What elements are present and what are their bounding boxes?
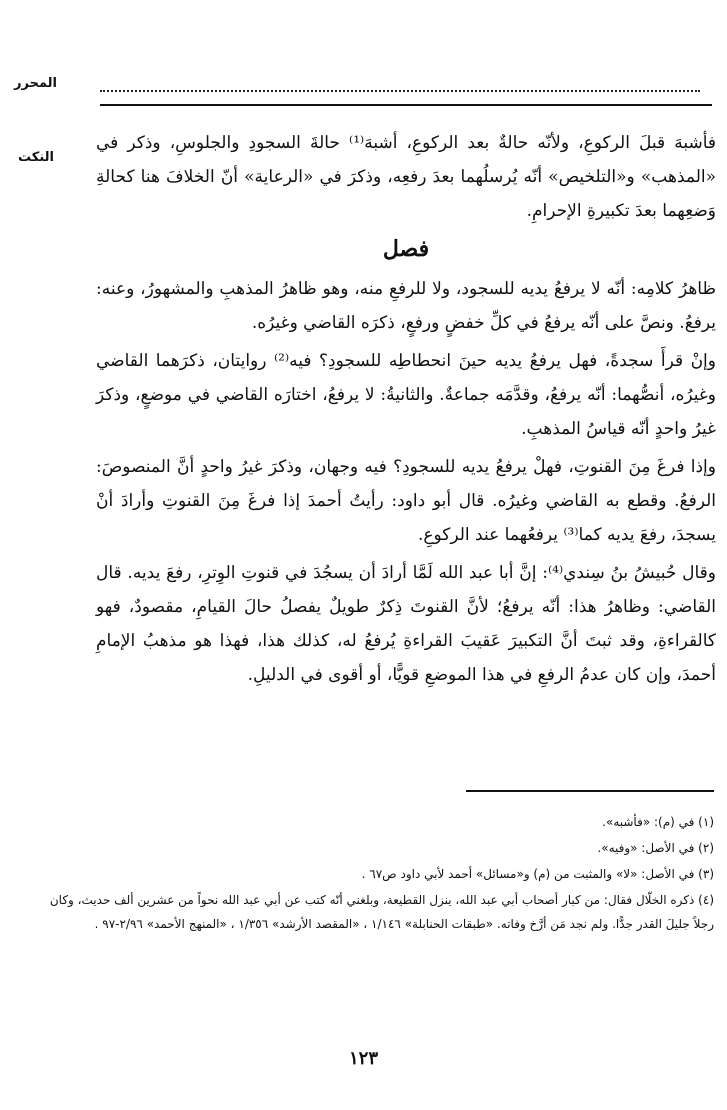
running-title: المحرر [14, 76, 57, 91]
footnote: (٢) في الأصل: «وفيه». [597, 841, 714, 855]
paragraph: فأشبهَ قبلَ الركوعِ، ولأنّه حالةٌ بعد الركوعِ، أشبهَ⁽¹⁾ حالةَ السجودِ والجلوسِ، وذكر في «المذهب» و«التلخيص» أنّه يُرسلُهما بعدَ رفعِه، وذكرَ في «الرعاية» أنّ الخلافَ هنا كحالةِ وَضعِهما بعدَ تكبيرةِ الإحرامِ. [96, 133, 717, 221]
header-dotted-line [100, 80, 700, 92]
footnote: (٣) في الأصل: «لا» والمثبت من (م) و«مسائل» أحمد لأبي داود ص٦٧ . [361, 867, 714, 881]
footnote: (٤) ذكره الخلّال فقال: من كبار أصحاب أبي عبد الله، ينزل القطيعة، وبلغني أنّه كتب عن أبي عبد الله نحواً من عشرين ألف حديث، وكان رجلاً جليلَ القدر جدًّا. ولم نجد مَن أرَّخ وفاته. «طبقات الحنابلة» ١/١٤٦ ، «المقصد الأرشد» ١/٣٥٦ ، «المنهج الأحمد» ٢/٩٦-٩٧ . [49, 893, 714, 931]
side-note-label: النكت [18, 150, 54, 165]
paragraph: ظاهرُ كلامِه: أنّه لا يرفعُ يديه للسجود، ولا للرفعِ منه، وهو ظاهرُ المذهبِ والمشهورُ، وعنه: يرفعُ. ونصَّ على أنّه يرفعُ في كلِّ خفضٍ ورفعٍ، ذكرَه القاضي وغيرُه. [96, 279, 716, 333]
main-text [96, 126, 716, 692]
paragraph: وإذا فرغَ مِنَ القنوتِ، فهلْ يرفعُ يديه للسجودِ؟ فيه وجهان، وذكرَ غيرُ واحدٍ أنَّ المنصوصَ: الرفعُ. وقطع به القاضي وغيرُه. قال أبو داود: رأيتُ أحمدَ إذا فرغَ مِنَ القنوتِ وأرادَ أنْ يسجدَ، رفعَ يديه كما⁽³⁾ يرفعُهما عند الركوعِ. [96, 457, 716, 545]
footnote: (١) في (م): «فأشبه». [602, 815, 714, 829]
paragraph: وقال حُبيشُ بنُ سِندي⁽⁴⁾: إنَّ أبا عبد الله لَمَّا أرادَ أن يسجُدَ في قنوتِ الوِترِ، رفعَ يديه. قال القاضي: وظاهرُ هذا: أنّه يرفعُ؛ لأنَّ القنوتَ ذِكرٌ طويلٌ يفصلُ حالَ القيامِ، مقصودٌ، فهو كالقراءةِ، وقد ثبتَ أنَّ التكبيرَ عَقيبَ القراءةِ يُرفعُ له، كذلك هذا، فهذا هو مذهبُ الإمامِ أحمدَ، وإن كان عدمُ الرفعِ في هذا الموضعِ قويًّا، أو أقوى في الدليلِ. [96, 563, 716, 685]
footnote-rule [466, 790, 714, 792]
section-title: فصل [382, 236, 430, 262]
page-number: ١٢٣ [348, 1048, 378, 1069]
paragraph: وإنْ قرأَ سجدةً، فهل يرفعُ يديه حينَ انحطاطِه للسجودِ؟ فيه⁽²⁾ روايتان، ذكرَهما القاضي وغيرُه، أنصُّهما: أنّه يرفعُ، وقدَّمَه جماعةٌ. والثانيةُ: لا يرفعُ، اختارَه القاضي في موضعٍ، وذكرَ غيرُ واحدٍ أنّه قياسُ المذهبِ. [96, 351, 716, 439]
footnotes [36, 808, 714, 938]
header-rule [100, 104, 712, 106]
